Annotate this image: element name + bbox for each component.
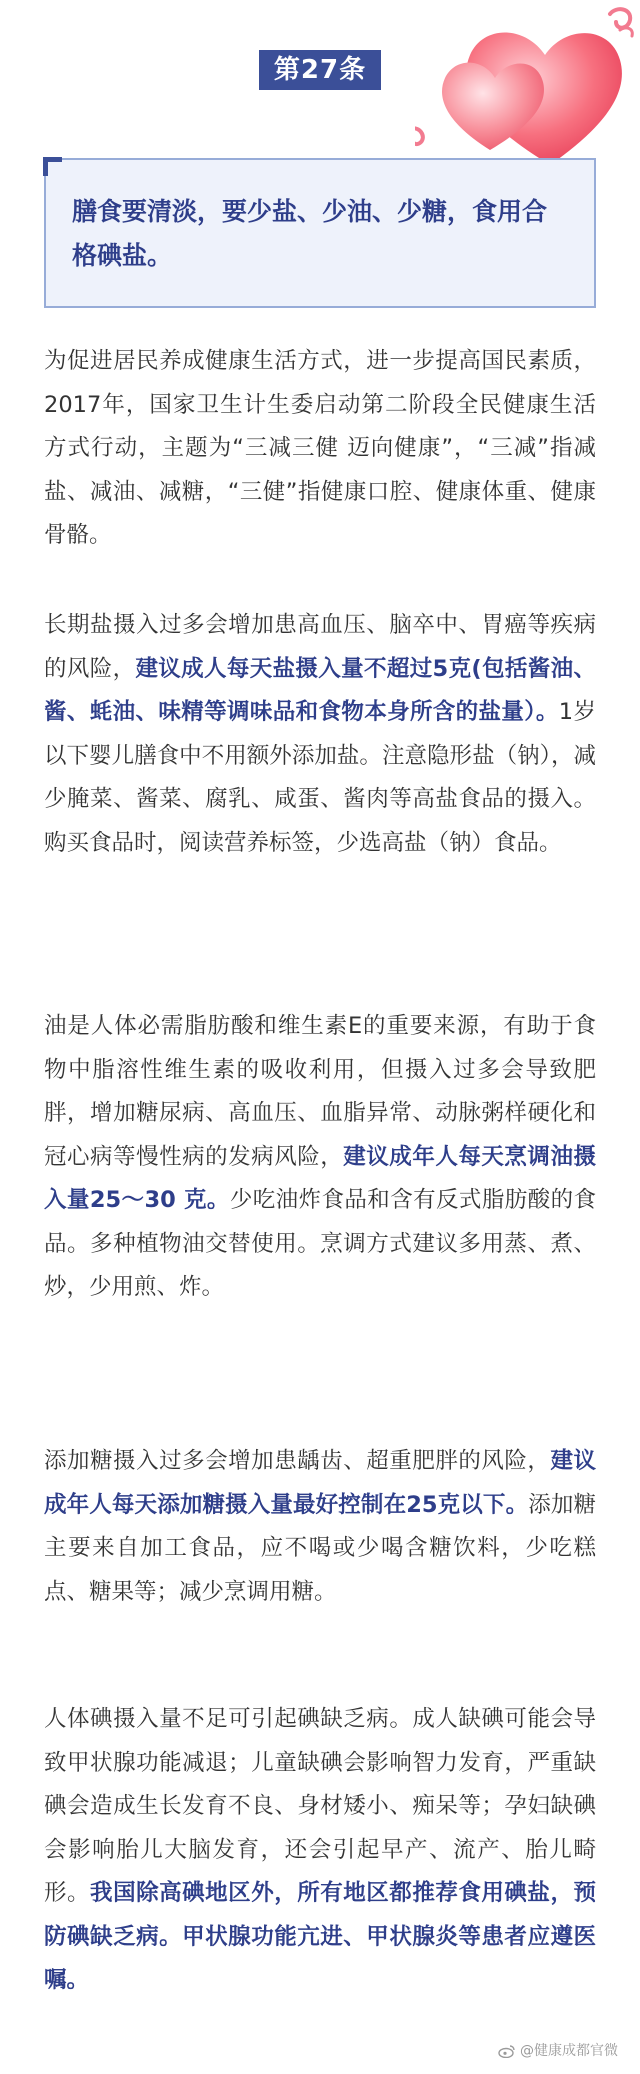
paragraph-salt	[44, 604, 596, 865]
paragraph-iodine	[44, 1698, 596, 2003]
body-text-segment: 添加糖主要来自加工食品，应不喝或少喝含糖饮料，少吃糕点、糖果等；减少烹调用糖。	[44, 1491, 596, 1605]
body-text-segment: 1岁以下婴儿膳食中不用额外添加盐。注意隐形盐（钠），减少腌菜、酱菜、腐乳、咸蛋、酱肉等高盐食品的摄入。购买食品时，阅读营养标签，少选高盐（钠）食品。	[44, 699, 596, 856]
body-text-segment: 油是人体必需脂肪酸和维生素E的重要来源，有助于食物中脂溶性维生素的吸收利用，但摄入过多会导致肥胖，增加糖尿病、高血压、血脂异常、动脉粥样硬化和冠心病等慢性病的发病风险，	[44, 1013, 596, 1170]
highlighted-recommendation: 我国除高碘地区外，所有地区都推荐食用碘盐，预防碘缺乏病。甲状腺功能亢进、甲状腺炎等患者应遵医嘱。	[44, 1880, 596, 1993]
paragraph-intro	[44, 340, 596, 558]
article-number-badge: 第27条	[259, 50, 381, 90]
watermark-text: @健康成都官微	[520, 2043, 618, 2059]
body-text-segment: 为促进居民养成健康生活方式，进一步提高国民素质，2017年，国家卫生计生委启动第二阶段全民健康生活方式行动，主题为“三减三健 迈向健康”，“三减”指减盐、减油、减糖，“三健”指健康口腔、健康体重、健康骨骼。	[44, 348, 596, 548]
body-text-segment: 长期盐摄入过多会增加患高血压、脑卒中、胃癌等疾病的风险，	[44, 612, 596, 682]
callout-corner-accent	[43, 157, 62, 176]
highlighted-recommendation: 建议成年人每天烹调油摄入量25～30 克。	[44, 1143, 596, 1213]
highlighted-recommendation: 建议成人每天盐摄入量不超过5克(包括酱油、酱、蚝油、味精等调味品和食物本身所含的盐量）。	[44, 655, 596, 725]
weibo-icon	[498, 2044, 516, 2058]
body-text-segment: 人体碘摄入量不足可引起碘缺乏病。成人缺碘可能会导致甲状腺功能减退；儿童缺碘会影响智力发育，严重缺碘会造成生长发育不良、身材矮小、痴呆等；孕妇缺碘会影响胎儿大脑发育，还会引起早产、流产、胎儿畸形。	[44, 1706, 596, 1906]
summary-callout	[44, 158, 596, 308]
watermark	[498, 2040, 618, 2060]
paragraph-sugar	[44, 1440, 596, 1614]
body-text-segment: 添加糖摄入过多会增加患龋齿、超重肥胖的风险，	[44, 1448, 551, 1474]
paragraph-oil	[44, 1005, 596, 1310]
body-text-segment: 少吃油炸食品和含有反式脂肪酸的食品。多种植物油交替使用。烹调方式建议多用蒸、煮、炒，少用煎、炸。	[44, 1187, 596, 1300]
callout-text: 膳食要清淡，要少盐、少油、少糖，食用合格碘盐。	[72, 197, 548, 270]
highlighted-recommendation: 建议成年人每天添加糖摄入量最好控制在25克以下。	[44, 1448, 596, 1518]
